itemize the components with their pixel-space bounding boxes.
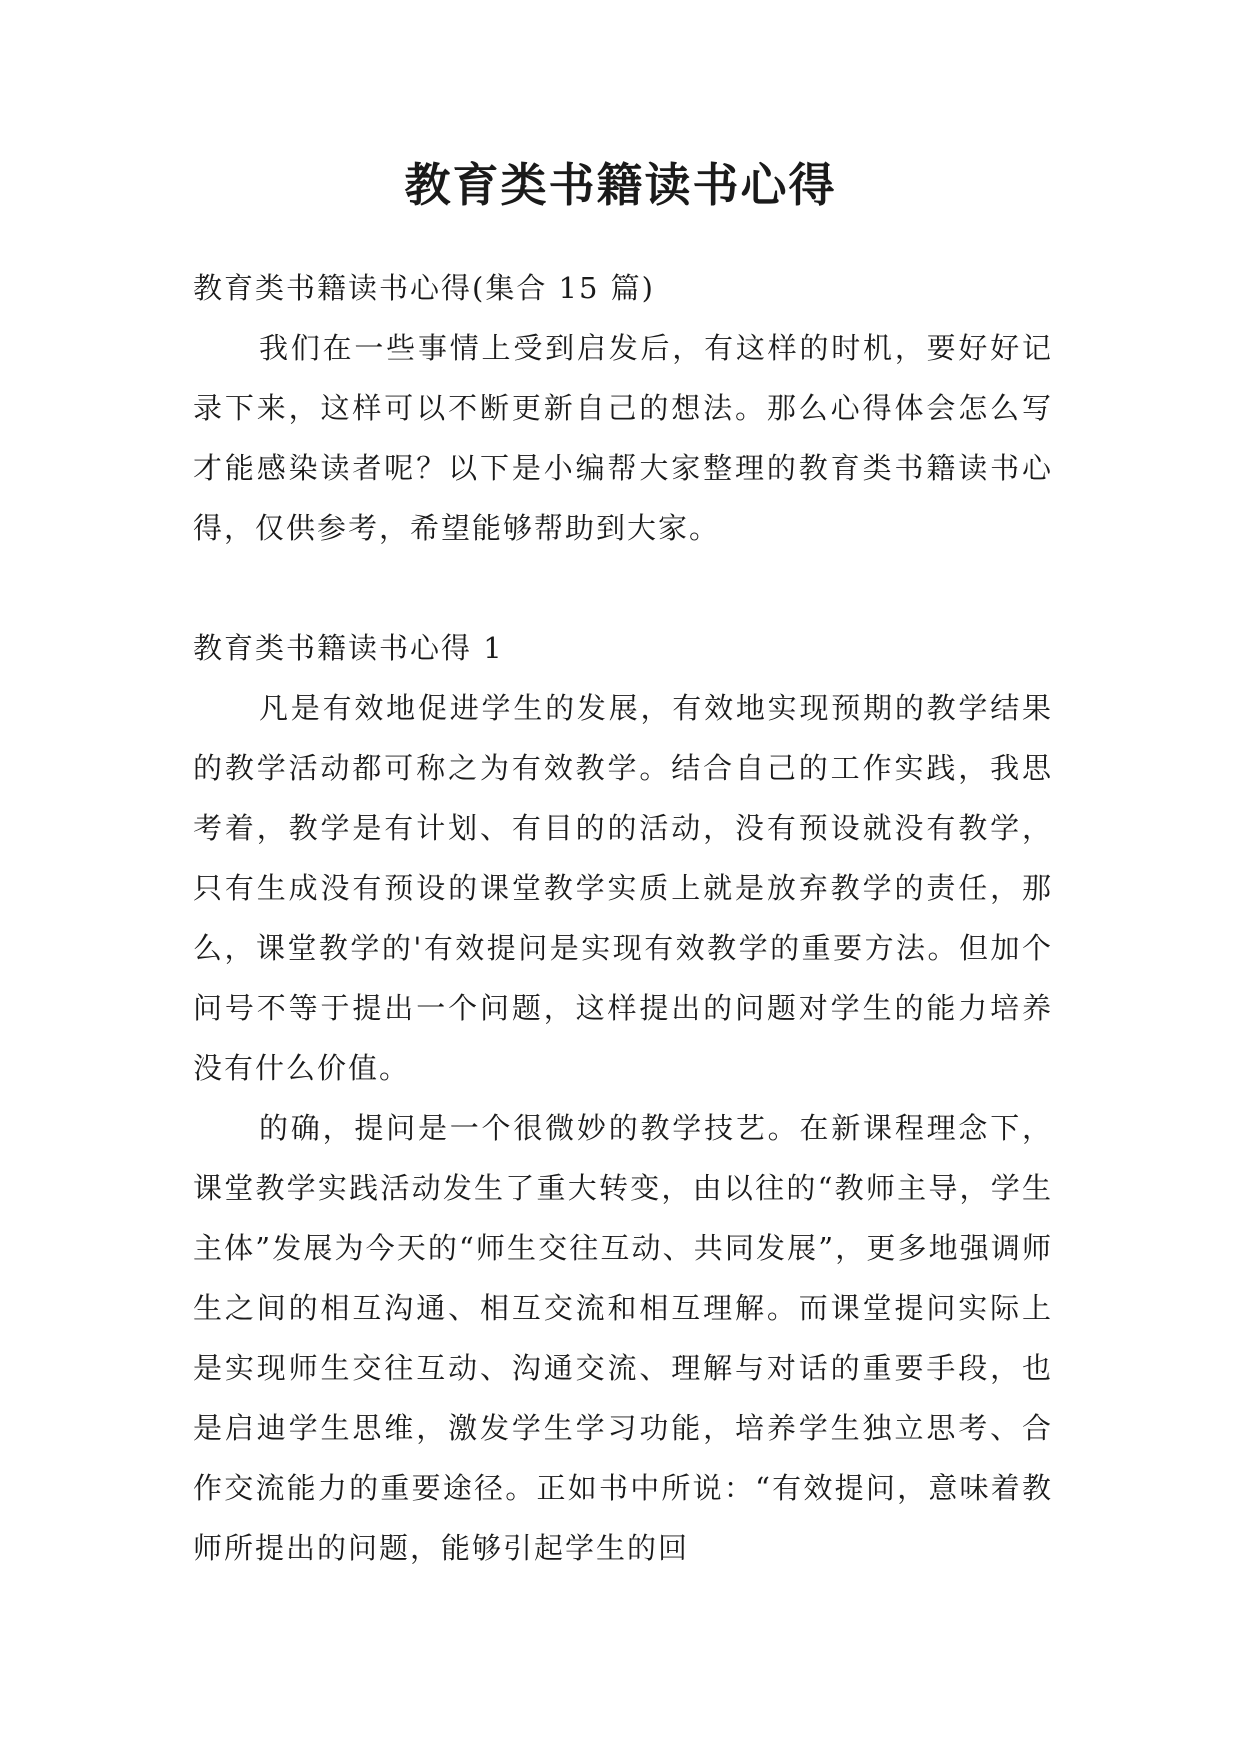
body-paragraph: 的确，提问是一个很微妙的教学技艺。在新课程理念下，课堂教学实践活动发生了重大转变，由以往的“教师主导，学生主体”发展为今天的“师生交往互动、共同发展”，更多地强调师生之间的相互沟通、相互交流和相互理解。而课堂提问实际上是实现师生交往互动、沟通交流、理解与对话的重要手段，也是启迪学生思维，激发学生学习功能，培养学生独立思考、合作交流能力的重要途径。正如书中所说：“有效提问，意味着教师所提出的问题，能够引起学生的回 bbox=[193, 1111, 1053, 1565]
document-body bbox=[193, 258, 1053, 1578]
section-spacer bbox=[193, 558, 1053, 618]
section-heading: 教育类书籍读书心得 1 bbox=[193, 631, 504, 665]
document-subtitle: 教育类书籍读书心得(集合 15 篇) bbox=[193, 271, 655, 305]
document-title: 教育类书籍读书心得 bbox=[404, 158, 837, 212]
intro-paragraph: 我们在一些事情上受到启发后，有这样的时机，要好好记录下来，这样可以不断更新自己的想法。那么心得体会怎么写才能感染读者呢？以下是小编帮大家整理的教育类书籍读书心得，仅供参考，希望能够帮助到大家。 bbox=[193, 331, 1053, 545]
body-paragraph: 凡是有效地促进学生的发展，有效地实现预期的教学结果的教学活动都可称之为有效教学。结合自己的工作实践，我思考着，教学是有计划、有目的的活动，没有预设就没有教学，只有生成没有预设的课堂教学实质上就是放弃教学的责任，那么，课堂教学的'有效提问是实现有效教学的重要方法。但加个问号不等于提出一个问题，这样提出的问题对学生的能力培养没有什么价值。 bbox=[193, 691, 1053, 1085]
